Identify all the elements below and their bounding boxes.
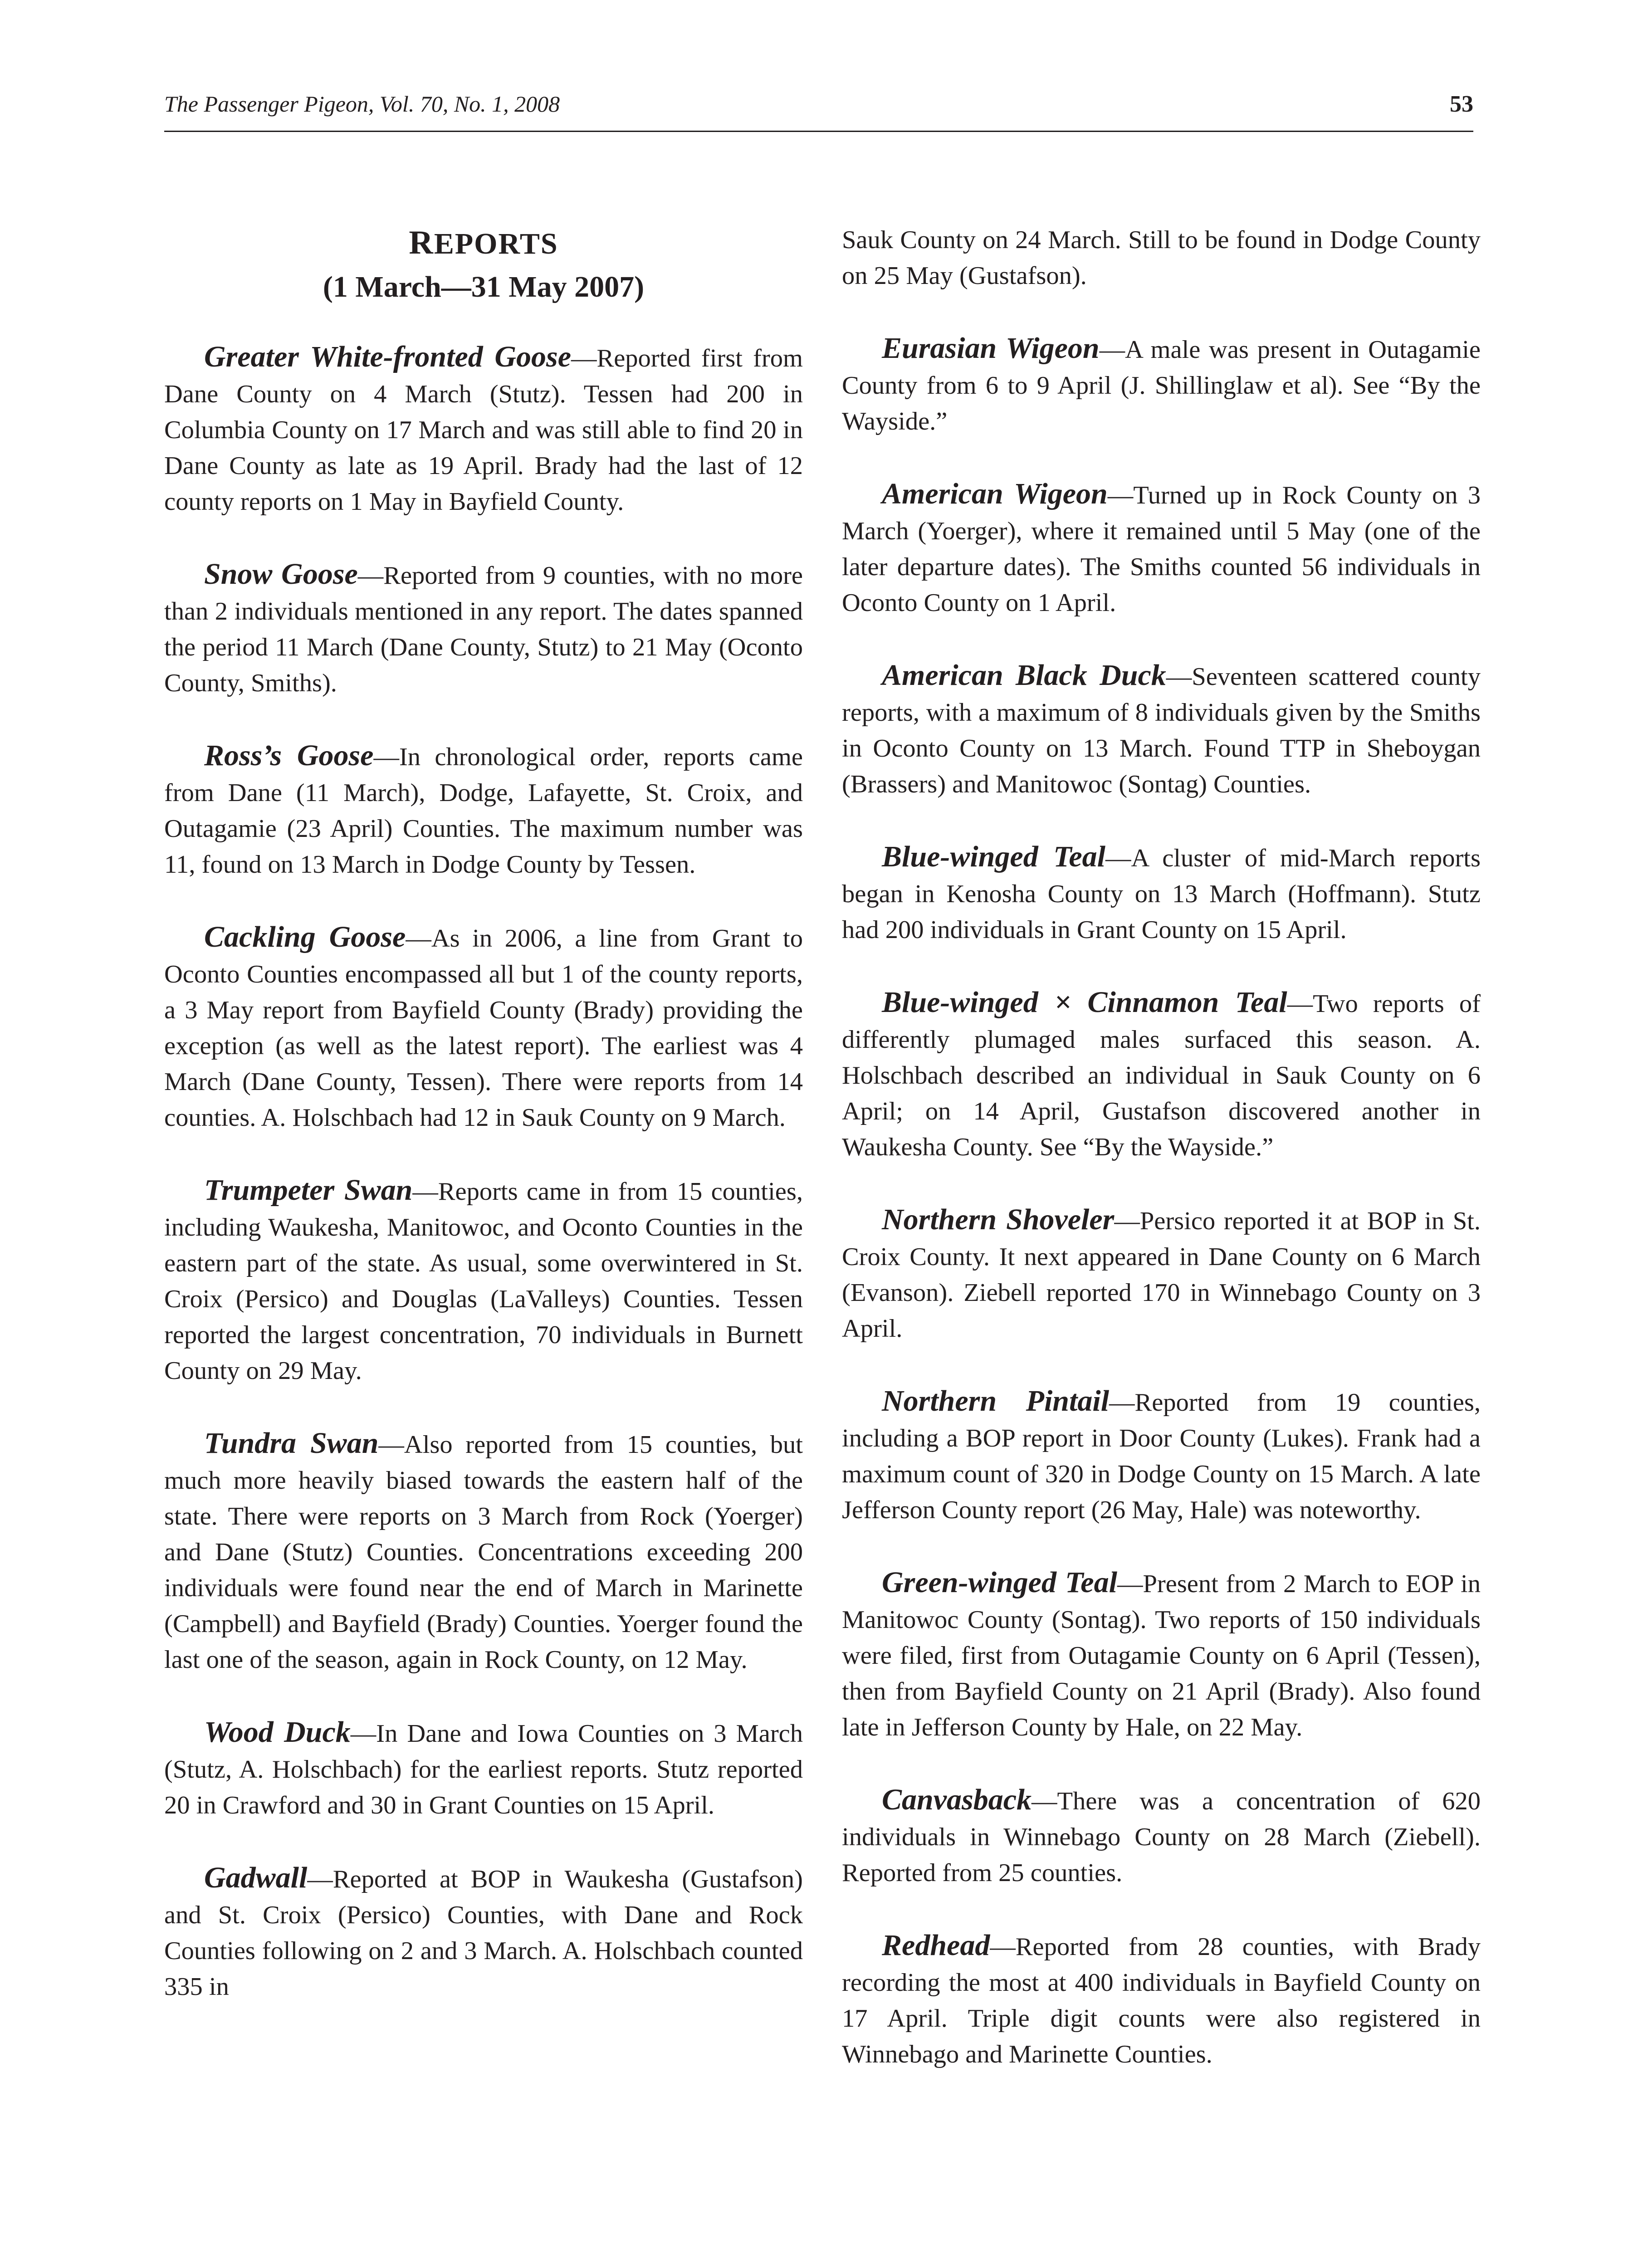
species-entry xyxy=(842,1927,1481,2072)
species-name: Eurasian Wigeon xyxy=(882,332,1100,365)
species-text: —In Dane and Iowa Counties on 3 March (Stutz, A. Holschbach) for the earliest reports. Stutz reported 20 in Crawford and 30 in Grant Counties on 15 April. xyxy=(164,1720,803,1819)
species-name: Green-winged Teal xyxy=(882,1566,1117,1599)
species-text: —A male was present in Outagamie County from 6 to 9 April (J. Shillinglaw et al). See “By the Wayside.” xyxy=(842,336,1481,435)
species-entry xyxy=(842,839,1481,948)
species-name: Gadwall xyxy=(204,1861,308,1894)
species-name: Trumpeter Swan xyxy=(204,1173,413,1207)
date-range: (1 March—31 May 2007) xyxy=(323,270,645,303)
species-name: Ross’s Goose xyxy=(204,739,374,772)
species-entry xyxy=(842,330,1481,440)
species-entry xyxy=(842,1383,1481,1528)
section-title xyxy=(164,222,803,310)
continued-text: Sauk County on 24 March. Still to be found in Dodge County on 25 May (Gustafson). xyxy=(842,226,1481,290)
species-text: —Two reports of differently plumaged males surfaced this season. A. Holschbach described an individual in Sauk County on 6 April; on 14 April, Gustafson discovered another in Waukesha County. See “By the Wayside.” xyxy=(842,990,1481,1161)
species-text: —A cluster of mid-March reports began in Kenosha County on 13 March (Hoffmann). Stutz had 200 individuals in Grant County on 15 April. xyxy=(842,844,1481,944)
species-name: Canvasback xyxy=(882,1783,1032,1816)
species-text: —Also reported from 15 counties, but much more heavily biased towards the eastern half of the state. There were reports on 3 March from Rock (Yoerger) and Dane (Stutz) Counties. Concentrations exceeding 200 individuals were found near the end of March in Marinette (Campbell) and Bayfield (Brady) Counties. Yoerger found the last one of the season, again in Rock County, on 12 May. xyxy=(164,1431,803,1674)
species-entry xyxy=(842,1782,1481,1891)
species-text: —Reported from 19 counties, including a BOP report in Door County (Lukes). Frank had a maximum count of 320 in Dodge County on 15 March. A late Jefferson County report (26 May, Hale) was noteworthy. xyxy=(842,1388,1481,1524)
species-entry xyxy=(164,1425,803,1678)
species-text: —There was a concentration of 620 individuals in Winnebago County on 28 March (Ziebell). Reported from 25 counties. xyxy=(842,1787,1481,1887)
species-entry xyxy=(842,1564,1481,1745)
species-entry xyxy=(842,1202,1481,1347)
species-name: American Black Duck xyxy=(882,659,1166,692)
species-name: Tundra Swan xyxy=(204,1427,379,1460)
species-entry xyxy=(842,657,1481,802)
species-name: Redhead xyxy=(882,1929,990,1962)
species-entry xyxy=(164,1172,803,1389)
species-name: American Wigeon xyxy=(882,477,1108,510)
species-text: —Reported first from Dane County on 4 March (Stutz). Tessen had 200 in Columbia County on 17 March and was still able to find 20 in Dane County as late as 19 April. Brady had the last of 12 county reports on 1 May in Bayfield County. xyxy=(164,344,803,516)
species-name: Blue-winged Teal xyxy=(882,840,1105,873)
species-entry xyxy=(164,1860,803,2005)
journal-citation: The Passenger Pigeon, Vol. 70, No. 1, 2008 xyxy=(164,91,560,117)
species-text: —Reported from 9 counties, with no more than 2 individuals mentioned in any report. The dates spanned the period 11 March (Dane County, Stutz) to 21 May (Oconto County, Smiths). xyxy=(164,562,803,697)
species-text: —Turned up in Rock County on 3 March (Yoerger), where it remained until 5 May (one of the later departure dates). The Smiths counted 56 individuals in Oconto County on 1 April. xyxy=(842,481,1481,617)
species-name: Greater White-fronted Goose xyxy=(204,340,572,373)
species-name: Northern Shoveler xyxy=(882,1203,1115,1236)
species-text: —Seventeen scattered county reports, with a maximum of 8 individuals given by the Smiths in Oconto County on 13 March. Found TTP in Sheboygan (Brassers) and Manitowoc (Sontag) Counties. xyxy=(842,663,1481,798)
species-text: —In chronological order, reports came from Dane (11 March), Dodge, Lafayette, St. Croix, and Outagamie (23 April) Counties. The maximum number was 11, found on 13 March in Dodge County by Tessen. xyxy=(164,743,803,879)
species-entry xyxy=(164,738,803,883)
species-entry xyxy=(164,556,803,701)
species-name: Blue-winged × Cinnamon Teal xyxy=(882,986,1287,1019)
species-entry xyxy=(842,984,1481,1165)
species-name: Northern Pintail xyxy=(882,1384,1110,1418)
species-text: —Reported from 28 counties, with Brady recording the most at 400 individuals in Bayfield County on 17 April. Triple digit counts were also registered in Winnebago and Marinette Counties. xyxy=(842,1933,1481,2068)
section-heading: REPORTS xyxy=(409,224,558,261)
species-name: Wood Duck xyxy=(204,1716,351,1749)
species-name: Cackling Goose xyxy=(204,920,406,953)
species-entry xyxy=(164,1714,803,1823)
species-text: —Reports came in from 15 counties, including Waukesha, Manitowoc, and Oconto Counties in the eastern part of the state. As usual, some overwintered in St. Croix (Persico) and Douglas (LaValleys) Counties. Tessen reported the largest concentration, 70 individuals in Burnett County on 29 May. xyxy=(164,1178,803,1385)
running-header xyxy=(164,86,1473,132)
species-name: Snow Goose xyxy=(204,557,358,591)
species-text: —Reported at BOP in Waukesha (Gustafson) and St. Croix (Persico) Counties, with Dane and Rock Counties following on 2 and 3 March. A. Holschbach counted 335 in xyxy=(164,1865,803,2001)
species-entry xyxy=(164,919,803,1136)
species-text: —As in 2006, a line from Grant to Oconto Counties encompassed all but 1 of the county reports, a 3 May report from Bayfield County (Brady) providing the exception (as well as the latest report). The earliest was 4 March (Dane County, Tessen). There were reports from 14 counties. A. Holschbach had 12 in Sauk County on 9 March. xyxy=(164,924,803,1132)
species-entry xyxy=(842,476,1481,621)
page-number: 53 xyxy=(1450,91,1473,117)
right-column xyxy=(842,222,1481,2109)
species-text: —Present from 2 March to EOP in Manitowoc County (Sontag). Two reports of 150 individuals were filed, first from Outagamie County on 6 April (Tessen), then from Bayfield County on 21 April (Brady). Also found late in Jefferson County by Hale, on 22 May. xyxy=(842,1570,1481,1741)
species-entry xyxy=(164,339,803,520)
species-text: —Persico reported it at BOP in St. Croix County. It next appeared in Dane County on 6 March (Evanson). Ziebell reported 170 in Winnebago County on 3 April. xyxy=(842,1207,1481,1343)
left-column xyxy=(164,222,803,2041)
